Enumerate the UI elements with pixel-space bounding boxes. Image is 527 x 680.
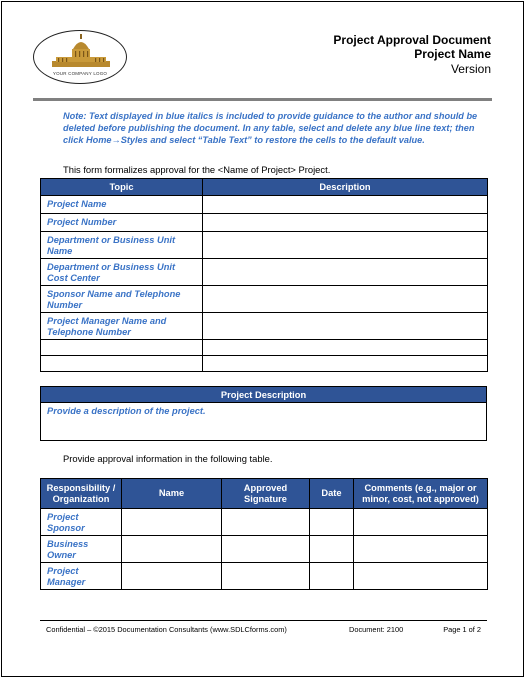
description-cell[interactable] bbox=[203, 232, 488, 259]
comments-cell[interactable] bbox=[354, 536, 488, 563]
signature-cell[interactable] bbox=[222, 536, 310, 563]
description-cell[interactable] bbox=[203, 340, 488, 356]
name-cell[interactable] bbox=[122, 563, 222, 590]
date-header: Date bbox=[310, 479, 354, 509]
responsibility-cell: Project Manager bbox=[41, 563, 122, 590]
name-cell[interactable] bbox=[122, 509, 222, 536]
project-description-table bbox=[40, 386, 487, 441]
signature-cell[interactable] bbox=[222, 563, 310, 590]
company-logo bbox=[33, 30, 127, 84]
topic-table bbox=[40, 178, 488, 372]
comments-cell[interactable] bbox=[354, 509, 488, 536]
description-cell[interactable] bbox=[203, 286, 488, 313]
topic-cell: Project Name bbox=[41, 196, 203, 214]
signature-cell[interactable] bbox=[222, 509, 310, 536]
document-title: Project Approval Document bbox=[333, 33, 491, 47]
comments-header: Comments (e.g., major or minor, cost, not approved) bbox=[354, 479, 488, 509]
description-cell[interactable] bbox=[203, 196, 488, 214]
project-name-heading: Project Name bbox=[414, 47, 491, 61]
comments-cell[interactable] bbox=[354, 563, 488, 590]
topic-cell[interactable] bbox=[41, 340, 203, 356]
date-cell[interactable] bbox=[310, 563, 354, 590]
description-header: Description bbox=[203, 179, 488, 196]
version-label: Version bbox=[450, 62, 491, 76]
topic-cell: Project Manager Name and Telephone Number bbox=[41, 313, 203, 340]
description-cell[interactable] bbox=[203, 259, 488, 286]
intro-text: This form formalizes approval for the <Name of Project> Project. bbox=[63, 164, 331, 175]
description-cell[interactable] bbox=[203, 356, 488, 372]
responsibility-cell: Project Sponsor bbox=[41, 509, 122, 536]
date-cell[interactable] bbox=[310, 509, 354, 536]
project-description-header: Project Description bbox=[41, 387, 487, 403]
footer-page-number: Page 1 of 2 bbox=[443, 625, 481, 634]
guidance-note: Note: Text displayed in blue italics is included to provide guidance to the author and should be deleted before publishing the document. In any table, select and delete any blue line text; then click Home→Styles and select “Table Text” to restore the cells to the default value. bbox=[63, 111, 478, 145]
topic-cell: Sponsor Name and Telephone Number bbox=[41, 286, 203, 313]
date-cell[interactable] bbox=[310, 536, 354, 563]
description-cell[interactable] bbox=[203, 313, 488, 340]
responsibility-cell: Business Owner bbox=[41, 536, 122, 563]
approval-table bbox=[40, 478, 488, 590]
name-cell[interactable] bbox=[122, 536, 222, 563]
responsibility-header: Responsibility / Organization bbox=[41, 479, 122, 509]
topic-cell: Project Number bbox=[41, 214, 203, 232]
description-cell[interactable] bbox=[203, 214, 488, 232]
topic-cell[interactable] bbox=[41, 356, 203, 372]
approval-intro-text: Provide approval information in the following table. bbox=[63, 453, 273, 464]
topic-cell: Department or Business Unit Cost Center bbox=[41, 259, 203, 286]
signature-header: Approved Signature bbox=[222, 479, 310, 509]
logo-text: YOUR COMPANY LOGO bbox=[52, 71, 108, 76]
project-description-cell[interactable]: Provide a description of the project. bbox=[41, 403, 487, 441]
footer-divider bbox=[40, 620, 487, 621]
topic-cell: Department or Business Unit Name bbox=[41, 232, 203, 259]
footer-confidential: Confidential – ©2015 Documentation Consultants (www.SDLCforms.com) bbox=[46, 625, 287, 634]
footer-document-number: Document: 2100 bbox=[349, 625, 404, 634]
header-divider bbox=[33, 98, 492, 101]
capitol-building-icon bbox=[34, 31, 127, 84]
name-header: Name bbox=[122, 479, 222, 509]
topic-header: Topic bbox=[41, 179, 203, 196]
